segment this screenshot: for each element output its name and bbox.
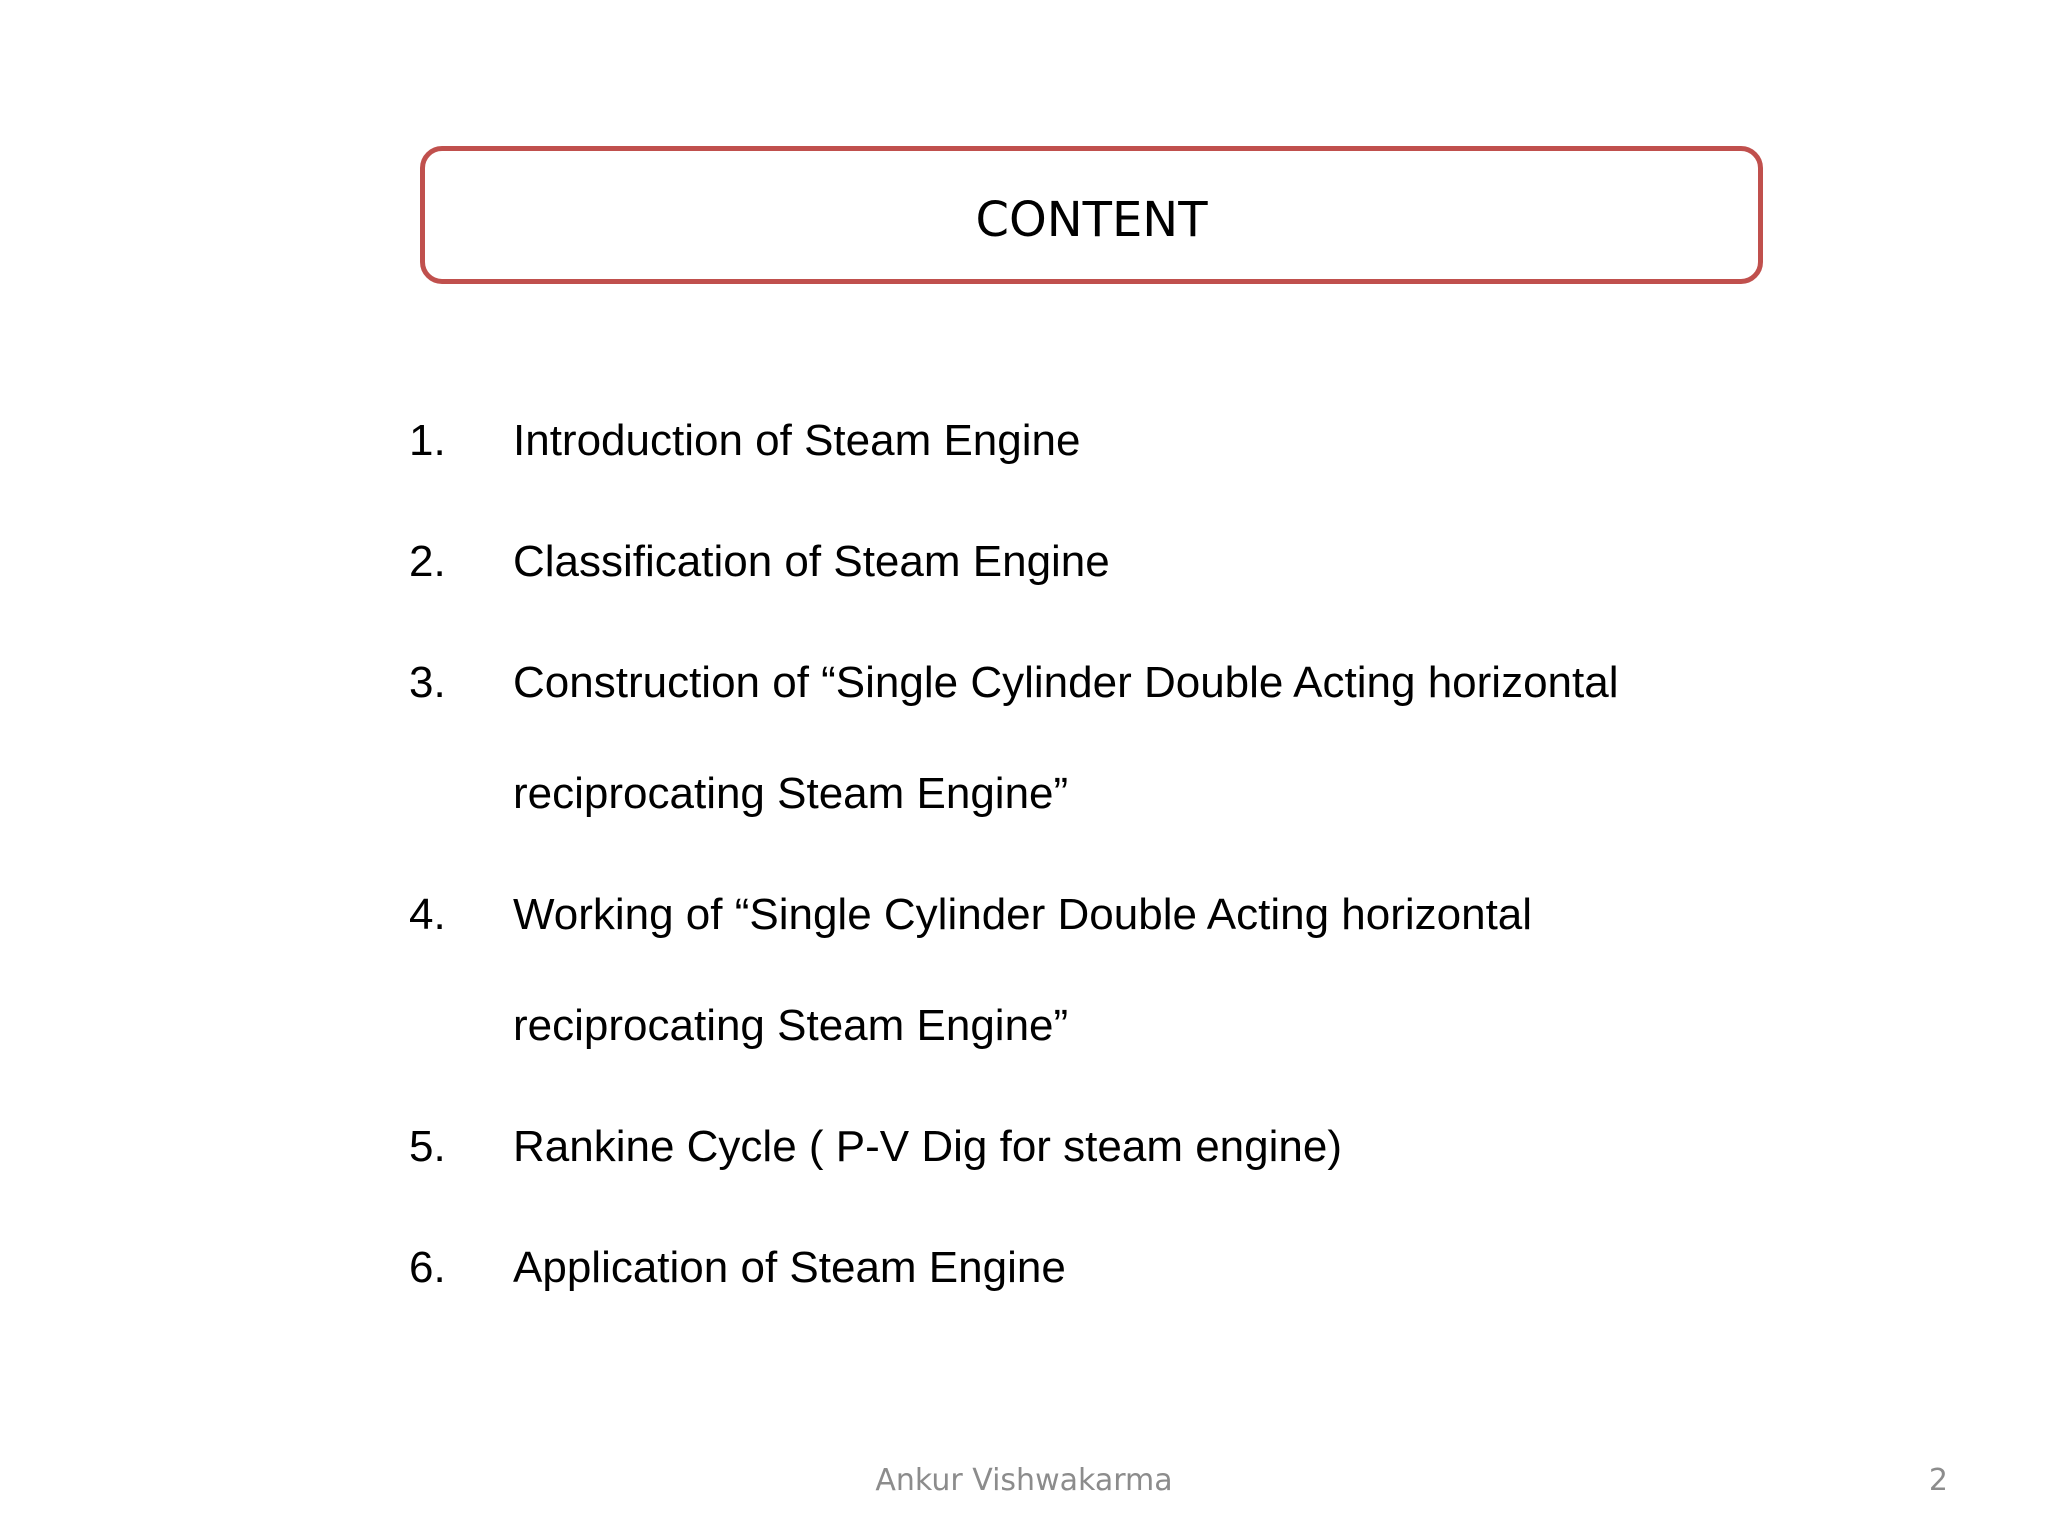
item-text: Introduction of Steam Engine [513, 416, 1081, 465]
item-number: 4. [409, 890, 446, 939]
slide-title: CONTENT [975, 192, 1208, 248]
item-text: Classification of Steam Engine [513, 537, 1110, 586]
list-item [409, 1212, 1729, 1323]
list-item [409, 859, 1729, 1081]
item-number: 2. [409, 537, 446, 586]
item-number: 5. [409, 1122, 446, 1171]
item-number: 3. [409, 658, 446, 707]
content-list [409, 385, 1729, 1333]
title-box [420, 146, 1763, 284]
list-item [409, 385, 1729, 496]
item-text: Construction of “Single Cylinder Double Acting horizontal reciprocating Steam Engine” [513, 658, 1619, 818]
list-item [409, 1091, 1729, 1202]
item-number: 6. [409, 1243, 446, 1292]
list-item [409, 506, 1729, 617]
footer-author: Ankur Vishwakarma [875, 1463, 1173, 1498]
item-number: 1. [409, 416, 446, 465]
page-number: 2 [1928, 1463, 1948, 1498]
item-text: Rankine Cycle ( P-V Dig for steam engine) [513, 1122, 1342, 1171]
item-text: Working of “Single Cylinder Double Acting horizontal reciprocating Steam Engine” [513, 890, 1533, 1050]
list-item [409, 627, 1729, 849]
item-text: Application of Steam Engine [513, 1243, 1066, 1292]
